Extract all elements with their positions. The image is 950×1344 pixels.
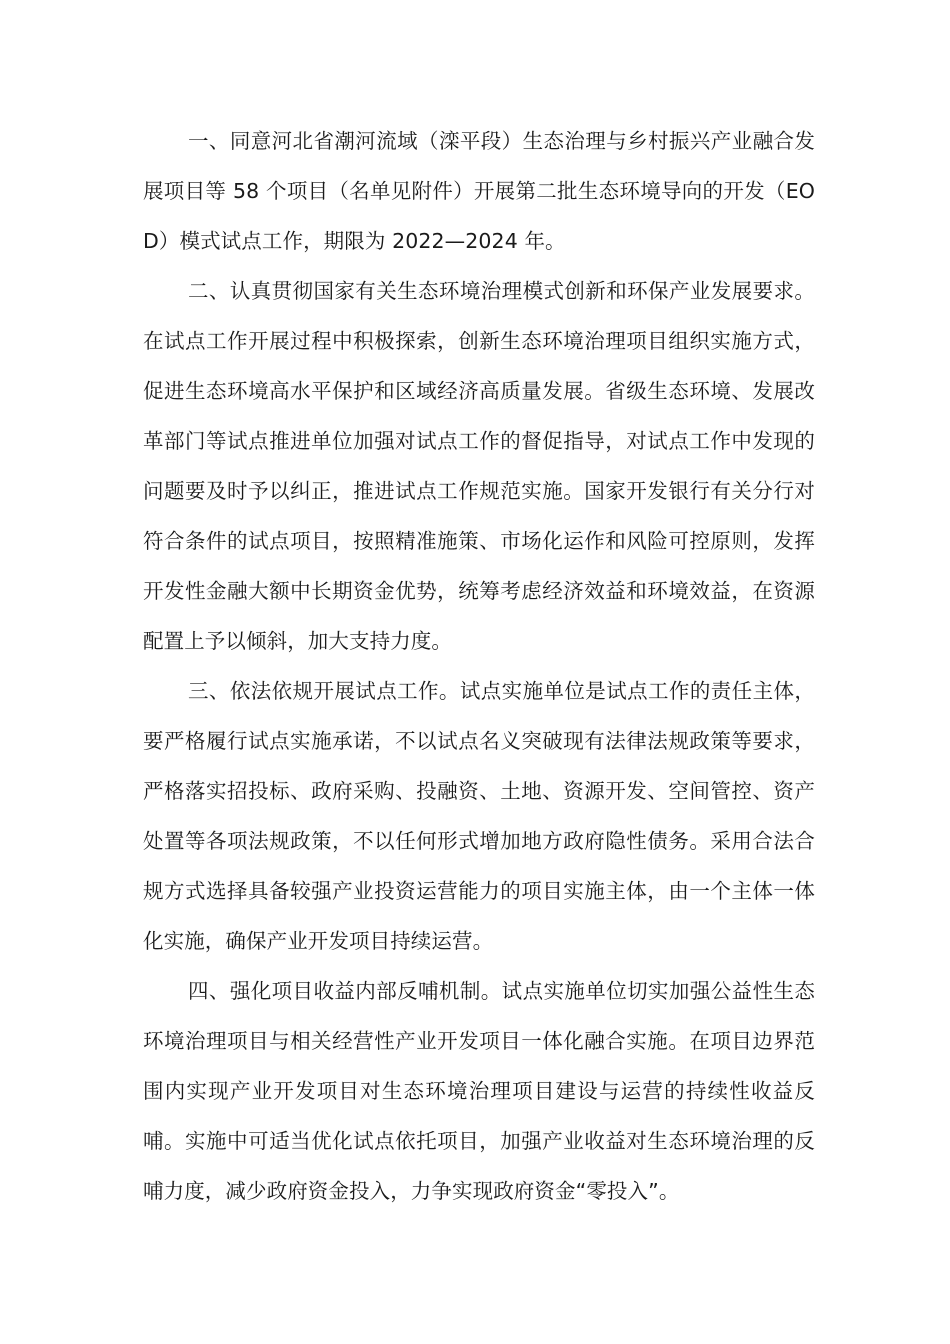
paragraph-1: 一、同意河北省潮河流域（滦平段）生态治理与乡村振兴产业融合发展项目等 58 个项目（名单见附件）开展第二批生态环境导向的开发（EOD）模式试点工作，期限为 2022—2024 年。 xyxy=(143,129,815,253)
document-body xyxy=(143,116,815,1216)
paragraph-3: 三、依法依规开展试点工作。试点实施单位是试点工作的责任主体，要严格履行试点实施承诺，不以试点名义突破现有法律法规政策等要求，严格落实招投标、政府采购、投融资、土地、资源开发、空间管控、资产处置等各项法规政策，不以任何形式增加地方政府隐性债务。采用合法合规方式选择具备较强产业投资运营能力的项目实施主体，由一个主体一体化实施，确保产业开发项目持续运营。 xyxy=(143,679,815,953)
paragraph-2: 二、认真贯彻国家有关生态环境治理模式创新和环保产业发展要求。在试点工作开展过程中积极探索，创新生态环境治理项目组织实施方式，促进生态环境高水平保护和区域经济高质量发展。省级生态环境、发展改革部门等试点推进单位加强对试点工作的督促指导，对试点工作中发现的问题要及时予以纠正，推进试点工作规范实施。国家开发银行有关分行对符合条件的试点项目，按照精准施策、市场化运作和风险可控原则，发挥开发性金融大额中长期资金优势，统筹考虑经济效益和环境效益，在资源配置上予以倾斜，加大支持力度。 xyxy=(143,279,815,653)
paragraph-4: 四、强化项目收益内部反哺机制。试点实施单位切实加强公益性生态环境治理项目与相关经营性产业开发项目一体化融合实施。在项目边界范围内实现产业开发项目对生态环境治理项目建设与运营的持续性收益反哺。实施中可适当优化试点依托项目，加强产业收益对生态环境治理的反哺力度，减少政府资金投入，力争实现政府资金“零投入”。 xyxy=(143,979,815,1203)
